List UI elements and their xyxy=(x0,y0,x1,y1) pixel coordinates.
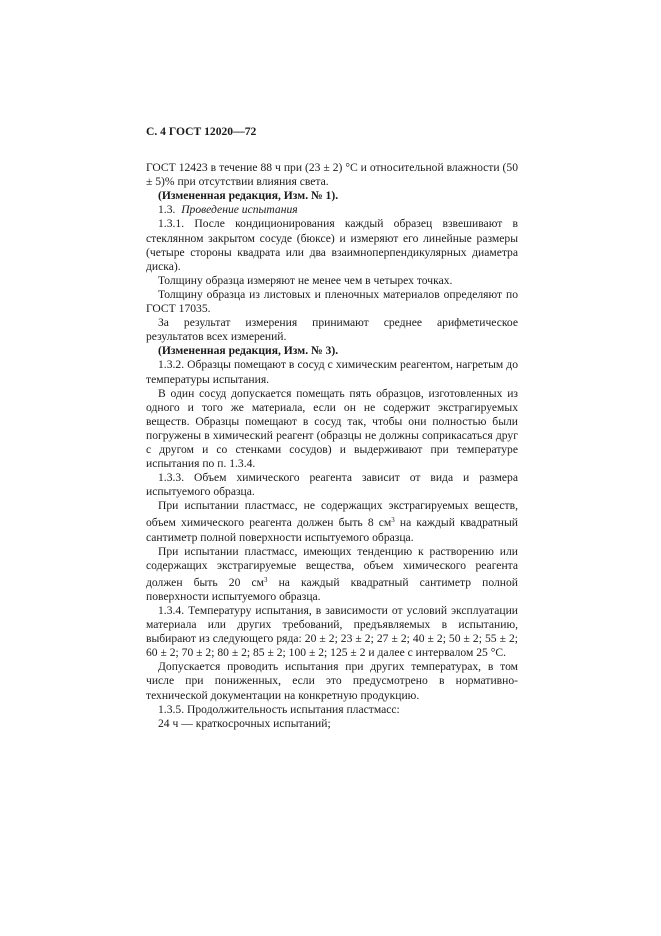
paragraph-other-temps: Допускается проводить испытания при других температурах, в том числе при пониженных, если это предусмотрено в нормативно-технической документации на конкретную продукцию. xyxy=(146,660,518,702)
amendment-note-1: (Измененная редакция, Изм. № 1). xyxy=(158,189,339,203)
paragraph-24h: 24 ч — краткосрочных испытаний; xyxy=(158,716,331,730)
text-part: на каждый квадратный сантиметр полной поверхности испытуемого образца. xyxy=(146,575,518,603)
paragraph-1-3-5: 1.3.5. Продолжительность испытания пластмасс: xyxy=(158,702,400,716)
paragraph-thickness: Толщину образца измеряют не менее чем в четырех точках. xyxy=(158,273,453,287)
paragraph-conditions: ГОСТ 12423 в течение 88 ч при (23 ± 2) °С и относительной влажности (50 ± 5)% при отсутствии влияния света. xyxy=(146,161,518,189)
paragraph-1-3-4: 1.3.4. Температуру испытания, в зависимости от условий эксплуатации материала или других требований, предъявляемых в испытанию, выбирают из следующего ряда: 20 ± 2; 23 ± 2; 27 ± 2; 40 ± 2; 50 ± 2; 55 ± 2; 60 ± 2; 70 ± 2; 80 ± 2; 85 ± 2; 100 ± 2; 125 ± 2 и далее с интервалом 25 °С. xyxy=(146,604,518,660)
paragraph-volume-8 xyxy=(146,499,518,544)
paragraph-vessel: В один сосуд допускается помещать пять образцов, изготовленных из одного и того же материала, если он не содержит экстрагируемых веществ. Образцы помещают в сосуд так, чтобы они полностью были погружены в химический реагент (образцы не должны соприкасаться друг с другом и со стенками сосудов) и выдерживают при температуре испытания по п. 1.3.4. xyxy=(146,386,518,471)
paragraph-1-3-1: 1.3.1. После кондиционирования каждый образец взвешивают в стеклянном закрытом сосуде (бюксе) и измеряют его линейные размеры (четыре стороны квадрата или два взаимноперпендикулярных диаметра диска). xyxy=(146,217,518,273)
paragraph-thickness-sheet: Толщину образца из листовых и пленочных материалов определяют по ГОСТ 17035. xyxy=(146,287,518,316)
text-part: При испытании пластмасс, не содержащих экстрагируемых веществ, объем химического реагента должен быть 8 см xyxy=(146,499,518,530)
section-1-3-heading xyxy=(146,203,518,217)
page-header: С. 4 ГОСТ 12020—72 xyxy=(146,125,257,138)
paragraph-result: За результат измерения принимают среднее арифметическое результатов всех измерений. xyxy=(146,316,518,344)
text-part: При испытании пластмасс, имеющих тенденцию к растворению или содержащих экстрагируемые вещества, объем химического реагента должен быть 20 см xyxy=(146,544,518,589)
document-page xyxy=(146,125,518,731)
paragraph-1-3-3: 1.3.3. Объем химического реагента зависит от вида и размера испытуемого образца. xyxy=(146,471,518,499)
text-part: на каждый квадратный сантиметр полной поверхности испытуемого образца. xyxy=(146,516,518,544)
amendment-note-3: (Измененная редакция, Изм. № 3). xyxy=(158,344,339,358)
superscript: 3 xyxy=(263,575,268,584)
section-title: Проведение испытания xyxy=(181,203,298,217)
superscript: 3 xyxy=(391,516,395,525)
section-number: 1.3. xyxy=(158,203,176,217)
paragraph-1-3-2: 1.3.2. Образцы помещают в сосуд с химическим реагентом, нагретым до температуры испытания. xyxy=(146,358,518,386)
paragraph-volume-20 xyxy=(146,545,518,604)
